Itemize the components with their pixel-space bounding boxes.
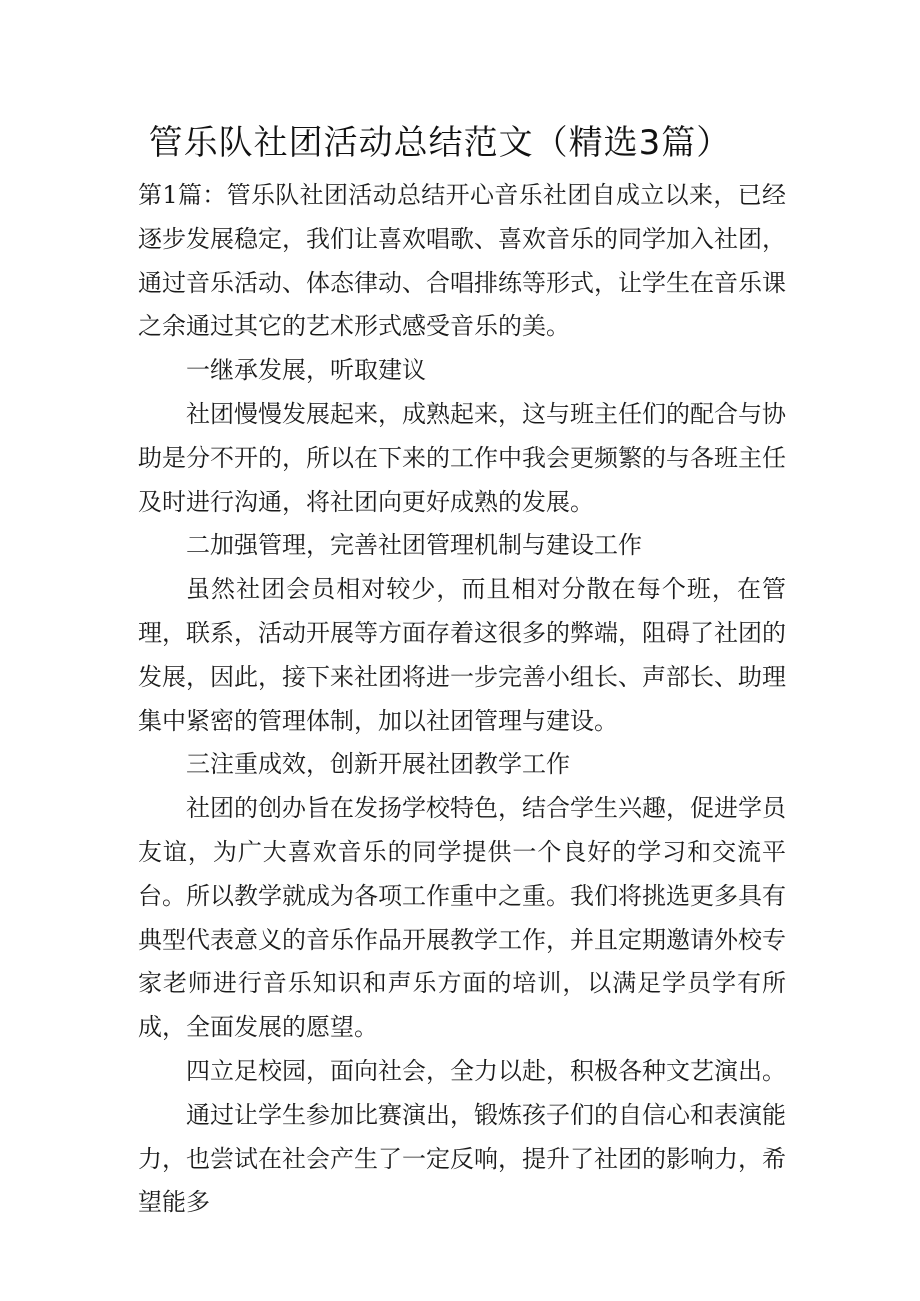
paragraph-2: 虽然社团会员相对较少，而且相对分散在每个班，在管理，联系，活动开展等方面存着这很多的弊端，阻碍了社团的发展，因此，接下来社团将进一步完善小组长、声部长、助理集中紧密的管理体制，加以社团管理与建设。 bbox=[138, 575, 786, 735]
section-heading-2: 二加强管理，完善社团管理机制与建设工作 bbox=[186, 531, 642, 560]
paragraph-4: 通过让学生参加比赛演出，锻炼孩子们的自信心和表演能力，也尝试在社会产生了一定反响，提升了社团的影响力，希望能多 bbox=[138, 1100, 786, 1217]
section-heading-1: 一继承发展，听取建议 bbox=[186, 356, 426, 385]
document-title: 管乐队社团活动总结范文（精选3篇） bbox=[148, 123, 732, 163]
document-body bbox=[138, 174, 786, 1225]
paragraph-intro: 第1篇：管乐队社团活动总结开心音乐社团自成立以来，已经逐步发展稳定，我们让喜欢唱歌、喜欢音乐的同学加入社团，通过音乐活动、体态律动、合唱排练等形式，让学生在音乐课之余通过其它的艺术形式感受音乐的美。 bbox=[138, 181, 786, 341]
paragraph-3: 社团的创办旨在发扬学校特色，结合学生兴趣，促进学员友谊，为广大喜欢音乐的同学提供一个良好的学习和交流平台。所以教学就成为各项工作重中之重。我们将挑选更多具有典型代表意义的音乐作品开展教学工作，并且定期邀请外校专家老师进行音乐知识和声乐方面的培训，以满足学员学有所成，全面发展的愿望。 bbox=[138, 794, 786, 1042]
paragraph-1: 社团慢慢发展起来，成熟起来，这与班主任们的配合与协助是分不开的，所以在下来的工作中我会更频繁的与各班主任及时进行沟通，将社团向更好成熟的发展。 bbox=[138, 399, 786, 516]
section-heading-3: 三注重成效，创新开展社团教学工作 bbox=[186, 750, 570, 779]
section-heading-4: 四立足校园，面向社会，全力以赴，积极各种文艺演出。 bbox=[186, 1056, 786, 1085]
